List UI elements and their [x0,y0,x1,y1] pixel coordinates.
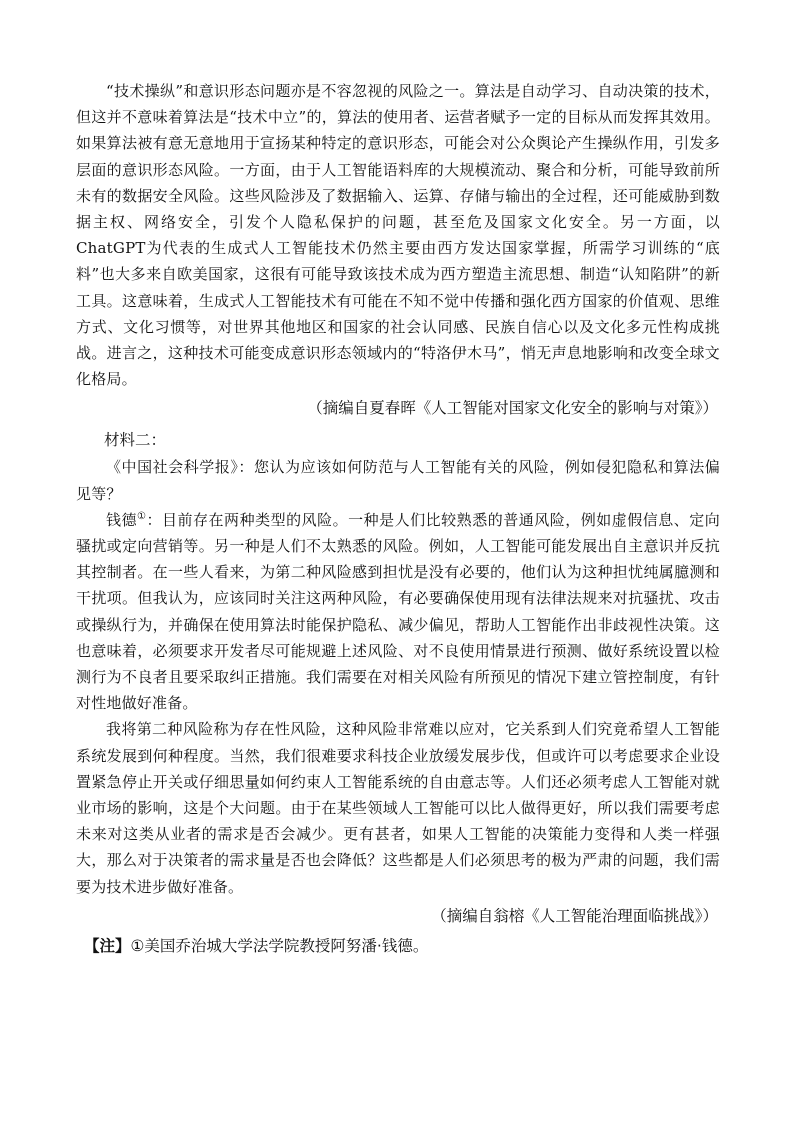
answer-speaker: 钱德 [106,510,138,529]
material-two-heading: 材料二： [104,431,167,450]
note-label: 【注】 [84,936,131,955]
material-two-source: （摘编自翁榕《人工智能治理面临挑战》） [431,906,718,925]
material-one-passage: “技术操纵”和意识形态问题亦是不容忽视的风险之一。算法是自动学习、自动决策的技术，但这并不意味着算法是“技术中立”的，算法的使用者、运营者赋予一定的目标从而发挥其效用。如果算法被有意无意地用于宣扬某种特定的意识形态，可能会对公众舆论产生操纵作用，引发多层面的意识形态风险。一方面，由于人工智能语料库的大规模流动、聚合和分析，可能导致前所未有的数据安全风险。这些风险涉及了数据输入、运算、存储与输出的全过程，还可能威胁到数据主权、网络安全，引发个人隐私保护的问题，甚至危及国家文化安全。另一方面，以ChatGPT为代表的生成式人工智能技术仍然主要由西方发达国家掌握，所需学习训练的“底料”也大多来自欧美国家，这很有可能导致该技术成为西方塑造主流思想、制造“认知陷阱”的新工具。这意味着，生成式人工智能技术有可能在不知不觉中传播和强化西方国家的价值观、思维方式、文化习惯等，对世界其他地区和国家的社会认同感、民族自信心以及文化多元性构成挑战。进言之，这种技术可能变成意识形态领域内的“特洛伊木马”，悄无声息地影响和改变全球文化格局。 [76,82,720,389]
interview-answer-paragraph-1 [76,507,720,717]
document-content [76,78,720,960]
interview-question: 《中国社会科学报》：您认为应该如何防范与人工智能有关的风险，例如侵犯隐私和算法偏见等？ [76,458,720,503]
footnote-mark: ① [137,510,147,522]
footnote [76,932,720,960]
material-one-source: （摘编自夏春晖《人工智能对国家文化安全的影响与对策》） [307,399,718,418]
answer-body: ：目前存在两种类型的风险。一种是人们比较熟悉的普通风险，例如虚假信息、定向骚扰或定向营销等。另一种是人们不太熟悉的风险。例如，人工智能可能发展出自主意识并反抗其控制者。在一些人看来，为第二种风险感到担忧是没有必要的，他们认为这种担忧纯属臆测和干扰项。但我认为，应该同时关注这两种风险，有必要确保使用现有法律法规来对抗骚扰、攻击或操纵行为，并确保在使用算法时能保护隐私、减少偏见，帮助人工智能作出非歧视性决策。这也意味着，必须要求开发者尽可能规避上述风险、对不良使用情景进行预测、做好系统设置以检测行为不良者且要采取纠正措施。我们需要在对相关风险有所预见的情况下建立管控制度，有针对性地做好准备。 [76,510,721,713]
note-text: ①美国乔治城大学法学院教授阿努潘·钱德。 [130,936,429,955]
interview-answer-paragraph-2: 我将第二种风险称为存在性风险，这种风险非常难以应对，它关系到人们究竟希望人工智能系统发展到何种程度。当然，我们很难要求科技企业放缓发展步伐，但或许可以考虑要求企业设置紧急停止开关或仔细思量如何约束人工智能系统的自由意志等。人们还必须考虑人工智能对就业市场的影响，这是个大问题。由于在某些领域人工智能可以比人做得更好，所以我们需要考虑未来对这类从业者的需求是否会减少。更有甚者，如果人工智能的决策能力变得和人类一样强大，那么对于决策者的需求量是否也会降低？这些都是人们必须思考的极为严肃的问题，我们需要为技术进步做好准备。 [76,720,720,896]
